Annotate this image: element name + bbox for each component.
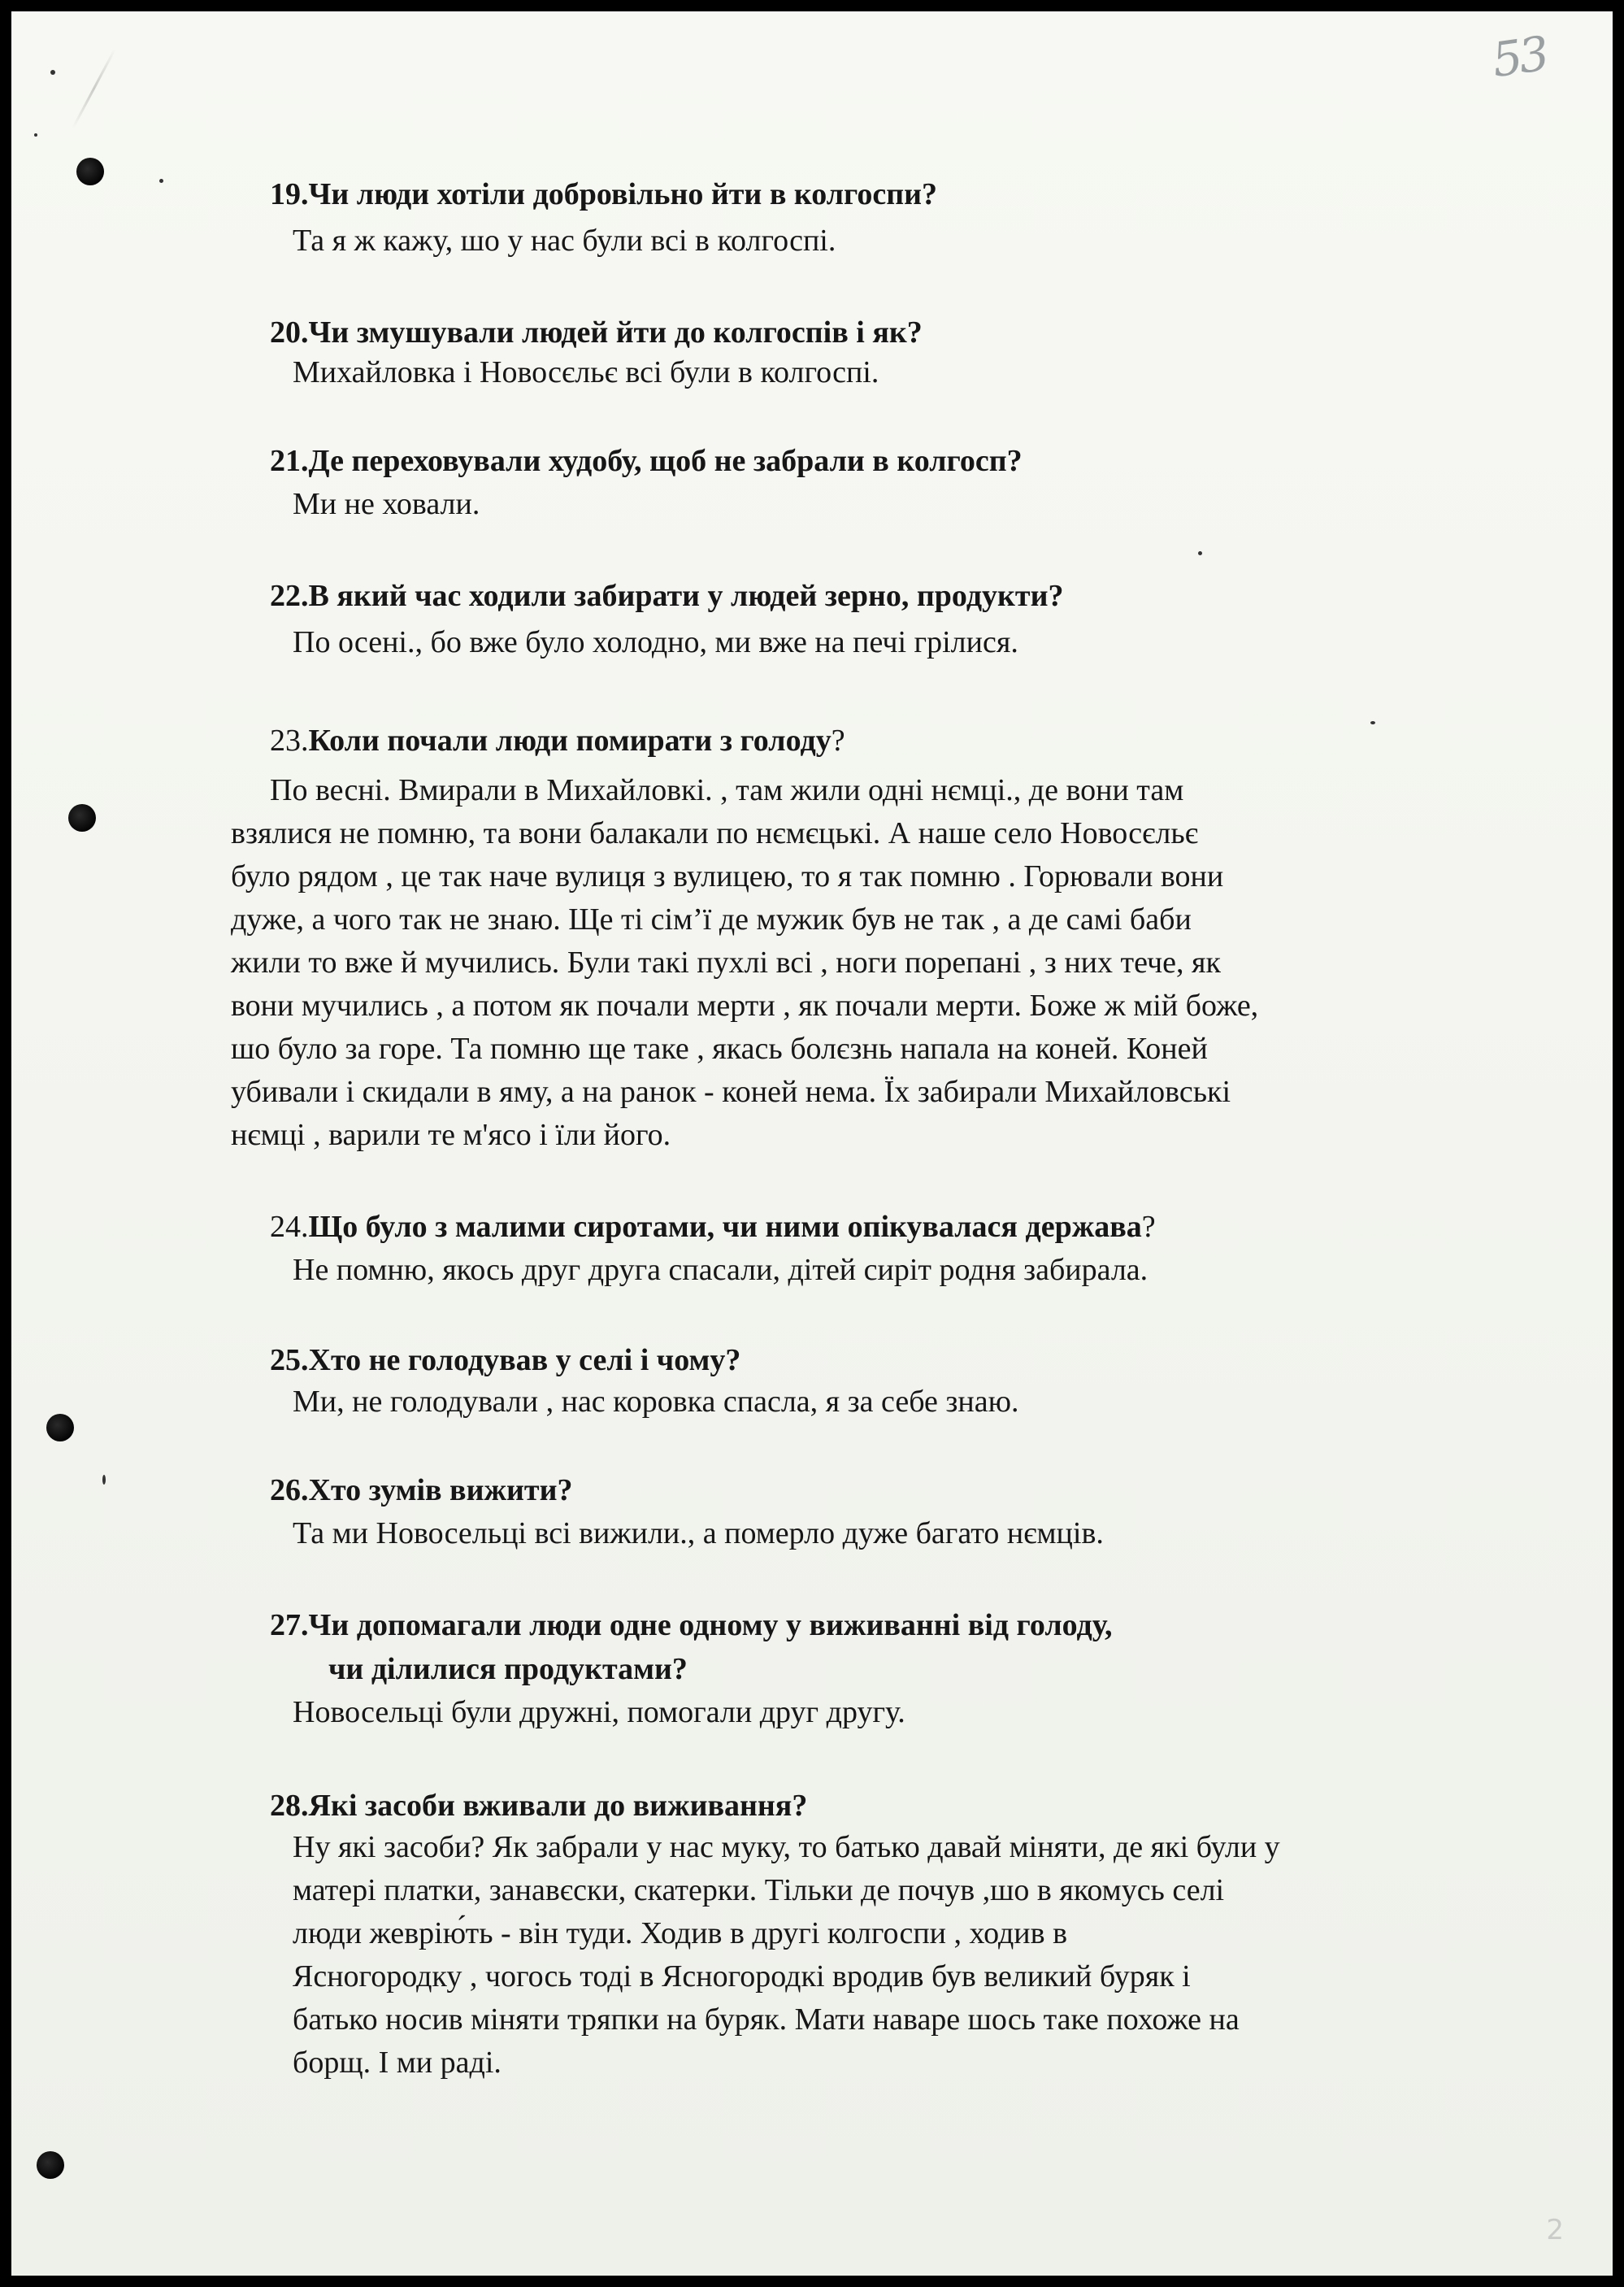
question-text: Де переховували худобу, щоб не забрали в колгосп? [308, 444, 1023, 478]
question-25 [270, 1338, 740, 1382]
answer-28 [293, 1826, 1280, 2085]
answer-line: жили то вже й мучились. Були такі пухлі всі , ноги порепані , з них тече, як [231, 946, 1221, 980]
paper-speck [34, 133, 37, 137]
answer-21: Ми не ховали. [293, 487, 480, 521]
paper-speck [1370, 721, 1375, 724]
answer-line: Ну які засоби? Як забрали у нас муку, то батько давай міняти, де які були у [293, 1830, 1280, 1864]
document-page [11, 11, 1613, 2276]
question-text: Чи змушували людей йти до колгоспів і як? [308, 315, 923, 350]
question-27 [270, 1603, 1112, 1691]
question-number: 19. [270, 177, 309, 211]
question-text: Чи люди хотіли добровільно йти в колгоспи? [308, 177, 938, 211]
answer-line: дуже, а чого так не знаю. Ще ті сім’ї де мужик був не так , а де самі баби [231, 902, 1192, 937]
paper-speck [159, 179, 163, 183]
answer-22: По осені., бо вже було холодно, ми вже на печі грілися. [293, 625, 1018, 659]
question-number: 25. [270, 1343, 309, 1377]
answer-line: нємці , варили те м'ясо і їли його. [231, 1118, 671, 1152]
punch-hole-icon [76, 158, 104, 185]
question-text: Які засоби вживали до виживання? [308, 1789, 808, 1823]
question-number: 28. [270, 1789, 309, 1823]
question-number: 24. [270, 1210, 309, 1244]
answer-line: матері платки, занавєски, скатерки. Тільки де почув ,шо в якомусь селі [293, 1873, 1225, 1907]
answer-23 [270, 769, 1183, 812]
answer-line: вони мучились , а потом як почали мерти , як почали мерти. Боже ж мій боже, [231, 989, 1259, 1023]
answer-line: люди жеврію́ть - він туди. Ходив в другі колгоспи , ходив в [293, 1916, 1068, 1950]
question-number: 26. [270, 1473, 309, 1507]
answer-line: убивали і скидали в яму, а на ранок - коней нема. Їх забирали Михайловські [231, 1075, 1231, 1109]
answer-27: Новосельці були дружні, помогали друг другу. [293, 1695, 905, 1729]
question-text: Хто не голодував у селі і чому? [308, 1343, 741, 1377]
question-text: Хто зумів вижити? [308, 1473, 573, 1507]
question-line [270, 1603, 1112, 1647]
answer-20: Михайловка і Новосєльє всі були в колгоспі. [293, 355, 879, 389]
paper-scratch [72, 49, 115, 129]
answer-line: шо було за горе. Та помню ще таке , якась болєзнь напала на коней. Коней [231, 1032, 1208, 1066]
question-24 [270, 1205, 1156, 1249]
corner-mark: 2 [1546, 2214, 1564, 2246]
question-number: 21. [270, 444, 309, 478]
answer-line: Ясногородку , чогось тоді в Ясногородкі вродив був великий буряк і [293, 1959, 1191, 1994]
answer-23-continued [231, 812, 1258, 1157]
question-text: Чи допомагали люди одне одному у виживанні від голоду, [308, 1608, 1113, 1642]
answer-line: було рядом , це так наче вулиця з вулицею, то я так помню . Горювали вони [231, 859, 1224, 893]
answer-line: батько носив міняти тряпки на буряк. Мати наваре шось таке похоже на [293, 2002, 1240, 2037]
question-number: 23. [270, 724, 309, 758]
question-23 [270, 719, 845, 763]
question-19 [270, 172, 937, 216]
question-20 [270, 311, 923, 354]
answer-line: борщ. І ми раді. [293, 2046, 502, 2080]
answer-line: взялися не помню, та вони балакали по нємєцькі. А наше село Новосєльє [231, 816, 1199, 850]
question-number: 22. [270, 579, 309, 613]
paper-speck [50, 70, 55, 75]
question-line: чи ділилися продуктами? [328, 1652, 688, 1686]
question-mark: ? [1141, 1210, 1156, 1244]
question-text: Що було з малими сиротами, чи ними опікувалася держава [308, 1210, 1142, 1244]
question-number: 27. [270, 1608, 309, 1642]
punch-hole-icon [37, 2151, 64, 2179]
paper-speck [102, 1475, 106, 1485]
question-21 [270, 439, 1023, 483]
handwritten-page-number: 53 [1488, 25, 1550, 89]
punch-hole-icon [68, 804, 96, 832]
question-mark: ? [831, 724, 845, 758]
answer-26: Та ми Новосельці всі вижили., а померло дуже багато нємців. [293, 1516, 1104, 1550]
answer-19: Та я ж кажу, шо у нас були всі в колгоспі. [293, 224, 836, 258]
question-text: Коли почали люди помирати з голоду [308, 724, 832, 758]
question-22 [270, 574, 1064, 618]
punch-hole-icon [46, 1414, 74, 1441]
answer-line: По весні. Вмирали в Михайловкі. , там жили одні нємці., де вони там [270, 773, 1184, 807]
answer-25: Ми, не голодували , нас коровка спасла, я за себе знаю. [293, 1385, 1019, 1419]
question-number: 20. [270, 315, 309, 350]
question-text: В який час ходили забирати у людей зерно, продукти? [308, 579, 1064, 613]
question-28 [270, 1784, 807, 1828]
answer-24: Не помню, якось друг друга спасали, дітей сиріт родня забирала. [293, 1253, 1149, 1287]
paper-speck [1198, 551, 1202, 555]
question-26 [270, 1468, 572, 1512]
